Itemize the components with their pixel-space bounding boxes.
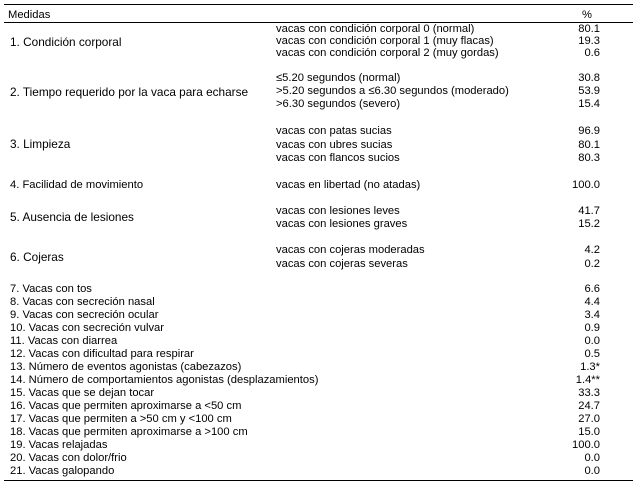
table-row-value: 33.3: [578, 387, 600, 399]
table-row-label: 20. Vacas con dolor/frio: [10, 452, 127, 464]
table-row-label: 21. Vacas galopando: [10, 465, 115, 477]
item-text: >6.30 segundos (severo): [276, 98, 401, 110]
group-label: 5. Ausencia de lesiones: [10, 210, 134, 224]
item-text: ≤5.20 segundos (normal): [276, 72, 401, 84]
table-row-label: 14. Número de comportamientos agonistas (desplazamientos): [10, 374, 319, 386]
item-value: 4.2: [584, 244, 600, 256]
item-text: vacas con lesiones leves: [276, 205, 400, 217]
table-row-label: 9. Vacas con secreción ocular: [10, 309, 159, 321]
item-value: 19.3: [578, 35, 600, 47]
table-row-label: 15. Vacas que se dejan tocar: [10, 387, 155, 399]
group-label: 6. Cojeras: [10, 250, 64, 264]
header-measures: Medidas: [8, 9, 51, 21]
item-text: vacas con patas sucias: [276, 125, 392, 137]
table-row-value: 24.7: [578, 400, 600, 412]
table-row-label: 19. Vacas relajadas: [10, 439, 108, 451]
item-text: >5.20 segundos a ≤6.30 segundos (moderado): [276, 85, 509, 97]
table-row-label: 8. Vacas con secreción nasal: [10, 296, 155, 308]
table-row-value: 6.6: [584, 283, 600, 295]
table-row-value: 0.9: [584, 322, 600, 334]
table-row-value: 1.3*: [580, 361, 600, 373]
group-label: 1. Condición corporal: [10, 35, 122, 49]
item-text: vacas con ubres sucias: [276, 139, 393, 151]
item-value: 15.2: [578, 218, 600, 230]
item-value: 0.2: [584, 258, 600, 270]
group-label: 2. Tiempo requerido por la vaca para echarse: [10, 85, 249, 99]
item-text: vacas con flancos sucios: [276, 152, 400, 164]
item-value: 0.6: [584, 47, 600, 59]
item-value: 80.1: [578, 139, 600, 151]
item-value: 80.1: [578, 23, 600, 35]
item-value: 15.4: [578, 98, 600, 110]
table-row-value: 4.4: [584, 296, 600, 308]
header-percent: %: [582, 9, 592, 21]
item-text: vacas con cojeras severas: [276, 258, 408, 270]
table-row-label: 17. Vacas que permiten a >50 cm y <100 cm: [10, 413, 232, 425]
item-value: 41.7: [578, 205, 600, 217]
table-row-value: 100.0: [572, 439, 600, 451]
table-row-value: 15.0: [578, 426, 600, 438]
table-row-value: 3.4: [584, 309, 600, 321]
table-row-label: 11. Vacas con diarrea: [10, 335, 118, 347]
table-row-label: 13. Número de eventos agonistas (cabezazos): [10, 361, 242, 373]
group-label: 4. Facilidad de movimiento: [10, 179, 144, 191]
item-text: vacas en libertad (no atadas): [276, 179, 421, 191]
item-text: vacas con lesiones graves: [276, 218, 408, 230]
top-rule: [4, 4, 633, 5]
table-row-value: 0.5: [584, 348, 600, 360]
table-row-value: 0.0: [584, 452, 600, 464]
item-text: vacas con cojeras moderadas: [276, 244, 425, 256]
item-text: vacas con condición corporal 1 (muy flacas): [276, 35, 494, 47]
item-text: vacas con condición corporal 2 (muy gordas): [276, 47, 499, 59]
item-value: 30.8: [578, 72, 600, 84]
item-text: vacas con condición corporal 0 (normal): [276, 23, 475, 35]
table-row-label: 18. Vacas que permiten aproximarse a >100 cm: [10, 426, 248, 438]
table-row-value: 1.4**: [575, 374, 600, 386]
table-row-value: 0.0: [584, 335, 600, 347]
item-value: 80.3: [578, 152, 600, 164]
table-row-label: 12. Vacas con dificultad para respirar: [10, 348, 194, 360]
item-value: 96.9: [578, 125, 600, 137]
item-value: 100.0: [572, 179, 600, 191]
table-row-value: 0.0: [584, 465, 600, 477]
table-row-label: 16. Vacas que permiten aproximarse a <50 cm: [10, 400, 242, 412]
bottom-rule: [4, 480, 633, 481]
table-row-label: 10. Vacas con secreción vulvar: [10, 322, 165, 334]
table-row-value: 27.0: [578, 413, 600, 425]
item-value: 53.9: [578, 85, 600, 97]
group-label: 3. Limpieza: [10, 137, 71, 151]
table-row-label: 7. Vacas con tos: [10, 283, 92, 295]
